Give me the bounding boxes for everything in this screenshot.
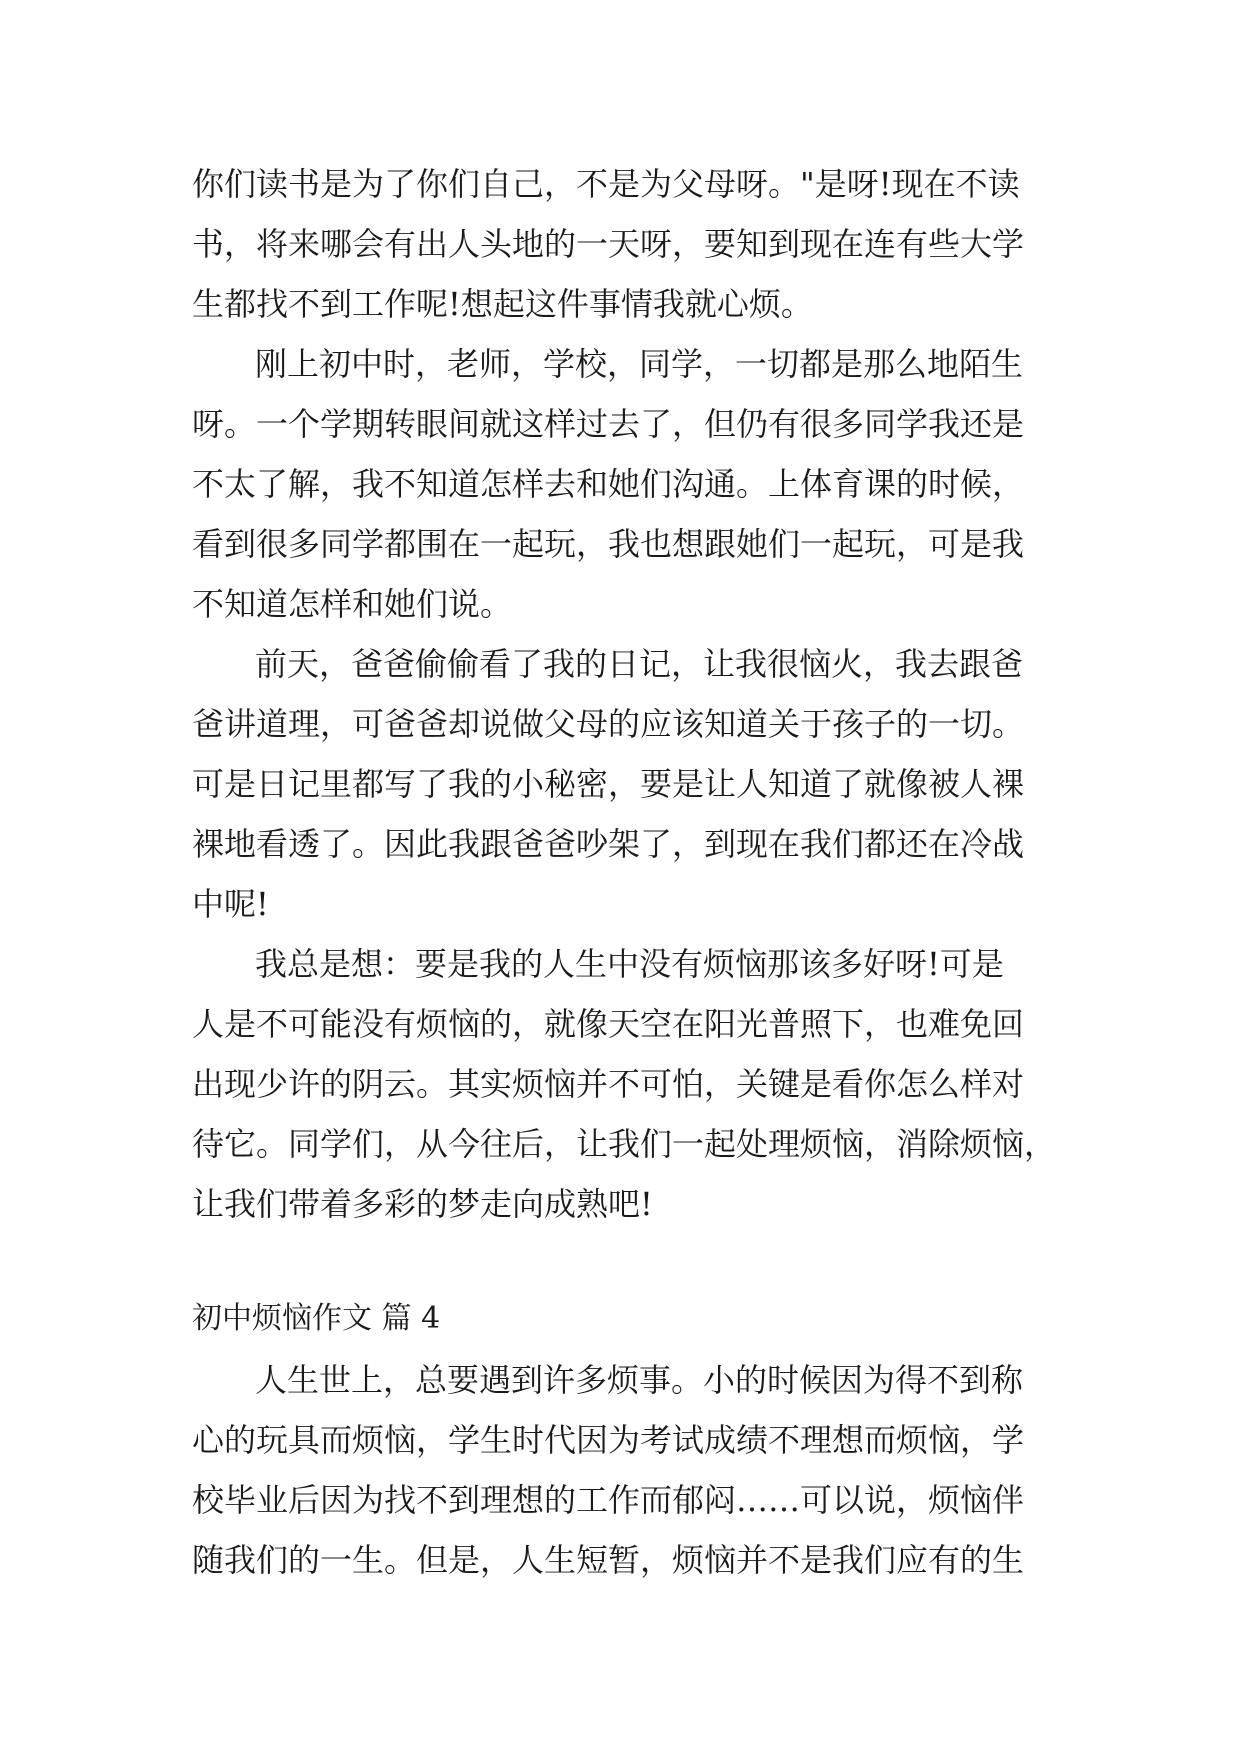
paragraph-line: 人是不可能没有烦恼的，就像天空在阳光普照下，也难免回	[192, 1005, 1025, 1043]
paragraph-line: 刚上初中时，老师，学校，同学，一切都是那么地陌生	[255, 345, 1024, 383]
paragraph-line: 呀。一个学期转眼间就这样过去了，但仍有很多同学我还是	[192, 405, 1025, 443]
paragraph-line: 心的玩具而烦恼，学生时代因为考试成绩不理想而烦恼，学	[192, 1421, 1025, 1459]
section-heading: 初中烦恼作文 篇 4	[192, 1301, 441, 1336]
paragraph-line: 你们读书是为了你们自己，不是为父母呀。"是呀!现在不读	[192, 165, 1020, 203]
paragraph-line: 不知道怎样和她们说。	[192, 585, 513, 623]
paragraph-line: 待它。同学们，从今往后，让我们一起处理烦恼，消除烦恼，	[192, 1125, 1057, 1163]
paragraph-line: 出现少许的阴云。其实烦恼并不可怕，关键是看你怎么样对	[192, 1065, 1025, 1103]
paragraph-line: 可是日记里都写了我的小秘密，要是让人知道了就像被人裸	[192, 765, 1025, 803]
paragraph-line: 让我们带着多彩的梦走向成熟吧!	[192, 1185, 653, 1223]
paragraph-line: 生都找不到工作呢!想起这件事情我就心烦。	[192, 285, 813, 323]
paragraph-line: 爸讲道理，可爸爸却说做父母的应该知道关于孩子的一切。	[192, 705, 1025, 743]
paragraph-line: 随我们的一生。但是，人生短暂，烦恼并不是我们应有的生	[192, 1541, 1025, 1579]
paragraph-line: 中呢!	[192, 885, 269, 923]
paragraph-line: 我总是想：要是我的人生中没有烦恼那该多好呀!可是	[255, 945, 1004, 983]
paragraph-line: 看到很多同学都围在一起玩，我也想跟她们一起玩，可是我	[192, 525, 1025, 563]
paragraph-line: 书，将来哪会有出人头地的一天呀，要知到现在连有些大学	[192, 225, 1025, 263]
paragraph-line: 不太了解，我不知道怎样去和她们沟通。上体育课的时候，	[192, 465, 1025, 503]
paragraph-line: 人生世上，总要遇到许多烦事。小的时候因为得不到称	[255, 1361, 1024, 1399]
paragraph-line: 裸地看透了。因此我跟爸爸吵架了，到现在我们都还在冷战	[192, 825, 1025, 863]
paragraph-line: 校毕业后因为找不到理想的工作而郁闷……可以说，烦恼伴	[192, 1481, 1025, 1519]
paragraph-line: 前天，爸爸偷偷看了我的日记，让我很恼火，我去跟爸	[255, 645, 1024, 683]
